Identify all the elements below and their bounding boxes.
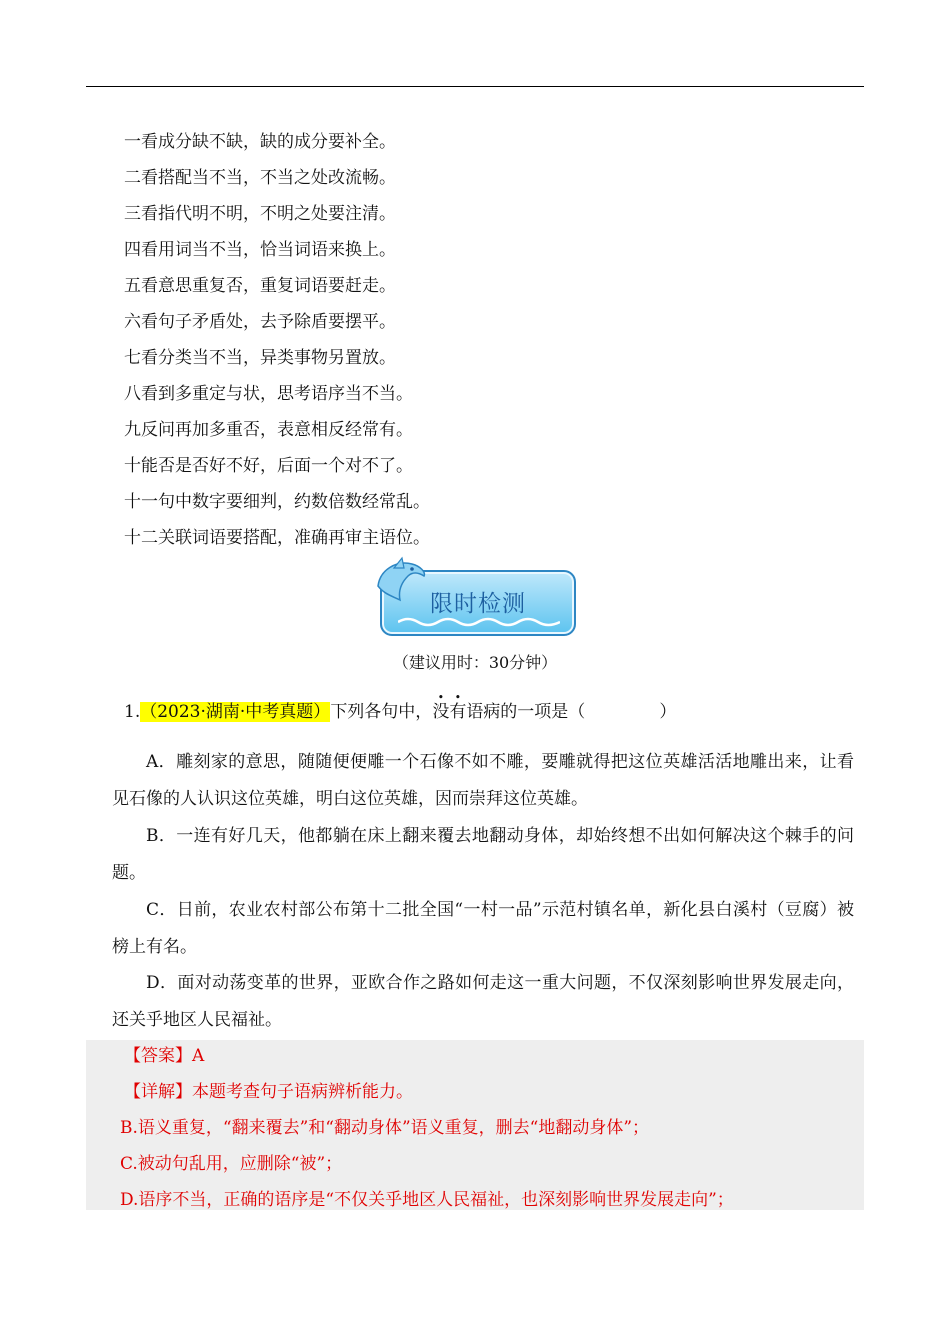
question-source: （2023·湖南·中考真题） bbox=[140, 702, 331, 722]
section-badge bbox=[372, 556, 582, 638]
option-c: C．日前，农业农村部公布第十二批全国“一村一品”示范村镇名单，新化县白溪村（豆腐）被榜上有名。 bbox=[112, 900, 854, 957]
question-number: 1. bbox=[124, 702, 141, 722]
answer-panel bbox=[86, 1040, 864, 1210]
wave-icon bbox=[398, 616, 560, 628]
rhyme-line: 三看指代明不明，不明之处要注清。 bbox=[124, 204, 396, 224]
emphasis-char: 没 bbox=[432, 702, 450, 722]
question-text: 下列各句中， bbox=[330, 702, 433, 722]
answer-line: 【答案】A bbox=[124, 1046, 205, 1066]
explanation-line: C.被动句乱用，应删除“被”； bbox=[120, 1154, 343, 1174]
question-text: ） bbox=[659, 702, 677, 722]
rhyme-line: 五看意思重复否，重复词语要赶走。 bbox=[124, 276, 396, 296]
option-d: D．面对动荡变革的世界，亚欧合作之路如何走这一重大问题，不仅深刻影响世界发展走向，还关乎地区人民福祉。 bbox=[112, 973, 854, 1030]
rhyme-line: 二看搭配当不当，不当之处改流畅。 bbox=[124, 168, 396, 188]
explanation-line: B.语义重复，“翻来覆去”和“翻动身体”语义重复，删去“地翻动身体”； bbox=[120, 1118, 650, 1138]
dolphin-icon bbox=[372, 556, 432, 606]
detail-line: 【详解】本题考查句子语病辨析能力。 bbox=[124, 1082, 413, 1102]
section-badge-title: 限时检测 bbox=[430, 591, 526, 617]
question-stem bbox=[124, 700, 676, 724]
rhyme-line: 七看分类当不当，异类事物另置放。 bbox=[124, 348, 396, 368]
explanation-line: D.语序不当，正确的语序是“不仅关乎地区人民福祉，也深刻影响世界发展走向”； bbox=[120, 1190, 734, 1210]
rhyme-line: 十二关联词语要搭配，准确再审主语位。 bbox=[124, 528, 430, 548]
option-b: B．一连有好几天，他都躺在床上翻来覆去地翻动身体，却始终想不出如何解决这个棘手的问题。 bbox=[112, 826, 854, 883]
rhyme-line: 九反问再加多重否，表意相反经常有。 bbox=[124, 420, 413, 440]
suggested-time: （建议用时：30分钟） bbox=[392, 653, 558, 672]
option-a: A．雕刻家的意思，随随便便雕一个石像不如不雕，要雕就得把这位英雄活活地雕出来，让看见石像的人认识这位英雄，明白这位英雄，因而崇拜这位英雄。 bbox=[112, 752, 854, 809]
rhyme-line: 一看成分缺不缺，缺的成分要补全。 bbox=[124, 132, 396, 152]
question-text: 语病的一项是（ bbox=[466, 702, 586, 722]
rhyme-list bbox=[124, 124, 430, 556]
rhyme-line: 十一句中数字要细判，约数倍数经常乱。 bbox=[124, 492, 430, 512]
rhyme-line: 六看句子矛盾处，去予除盾要摆平。 bbox=[124, 312, 396, 332]
rhyme-line: 十能否是否好不好，后面一个对不了。 bbox=[124, 456, 413, 476]
rhyme-line: 八看到多重定与状，思考语序当不当。 bbox=[124, 384, 413, 404]
header-rule bbox=[86, 86, 864, 87]
rhyme-line: 四看用词当不当，恰当词语来换上。 bbox=[124, 240, 396, 260]
emphasis-char: 有 bbox=[449, 702, 467, 722]
